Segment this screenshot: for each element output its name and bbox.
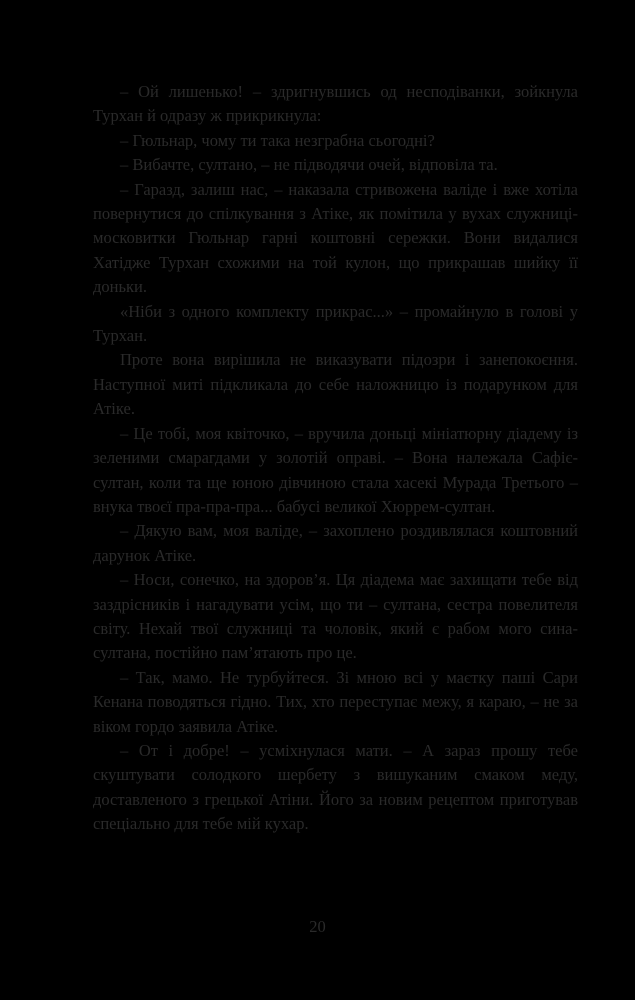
page-number: 20 xyxy=(309,917,326,936)
paragraph: – Дякую вам, моя валіде, – захоплено роздивлялася коштовний дарунок Атіке. xyxy=(93,521,578,565)
paragraph: – Гаразд, залиш нас, – наказала стривожена валіде і вже хотіла повернутися до спілкування з Атіке, як помітила у вухах служниці-московитки Гюльнар гарні коштовні сережки. Вони видалися Хатідже Турхан схожими на той кулон, що прикрашав шийку її доньки. xyxy=(93,179,578,297)
paragraph: – Це тобі, моя квіточко, – вручила доньці мініатюрну діадему із зеленими смарагдами у золотій оправі. – Вона належала Сафіє-султан, коли та ще юною дівчиною стала хасекі Мурада Третього – внука твоєї пра-пра-пра... бабусі великої Хюррем-султан. xyxy=(93,423,578,516)
paragraph: – От і добре! – усміхнулася мати. – А зараз прошу тебе скуштувати солодкого шербету з вишуканим смаком меду, доставленого з грецької Атіни. Його за новим рецептом приготував спеціально для тебе мій кухар. xyxy=(93,740,578,834)
paragraph: – Ой лишенько! – здригнувшись од несподіванки, зойкнула Турхан й одразу ж прикрикнула: xyxy=(93,82,578,126)
paragraph: – Носи, сонечко, на здоров’я. Ця діадема має захищати тебе від заздрісників і нагадувати усім, що ти – султана, сестра повелителя світу. Нехай твої служниці та чоловік, який є рабом мого сина-султана, постійно пам’ятають про це. xyxy=(93,570,578,663)
paragraph: – Так, мамо. Не турбуйтеся. Зі мною всі у маєтку паші Сари Кенана поводяться гідно. Тих, хто переступає межу, я караю, – не за віком гордо заявила Атіке. xyxy=(93,667,578,736)
paragraph: – Гюльнар, чому ти така незграбна сьогодні? xyxy=(120,130,435,150)
paragraph: Проте вона вирішила не виказувати підозри і занепокоєння. Наступної миті підкликала до себе наложницю із подарунком для Атіке. xyxy=(93,350,578,419)
paragraph: – Вибачте, султано, – не підводячи очей, відповіла та. xyxy=(120,155,498,175)
body-text xyxy=(93,80,578,837)
paragraph: «Ніби з одного комплекту прикрас...» – промайнуло в голові у Турхан. xyxy=(93,301,578,346)
